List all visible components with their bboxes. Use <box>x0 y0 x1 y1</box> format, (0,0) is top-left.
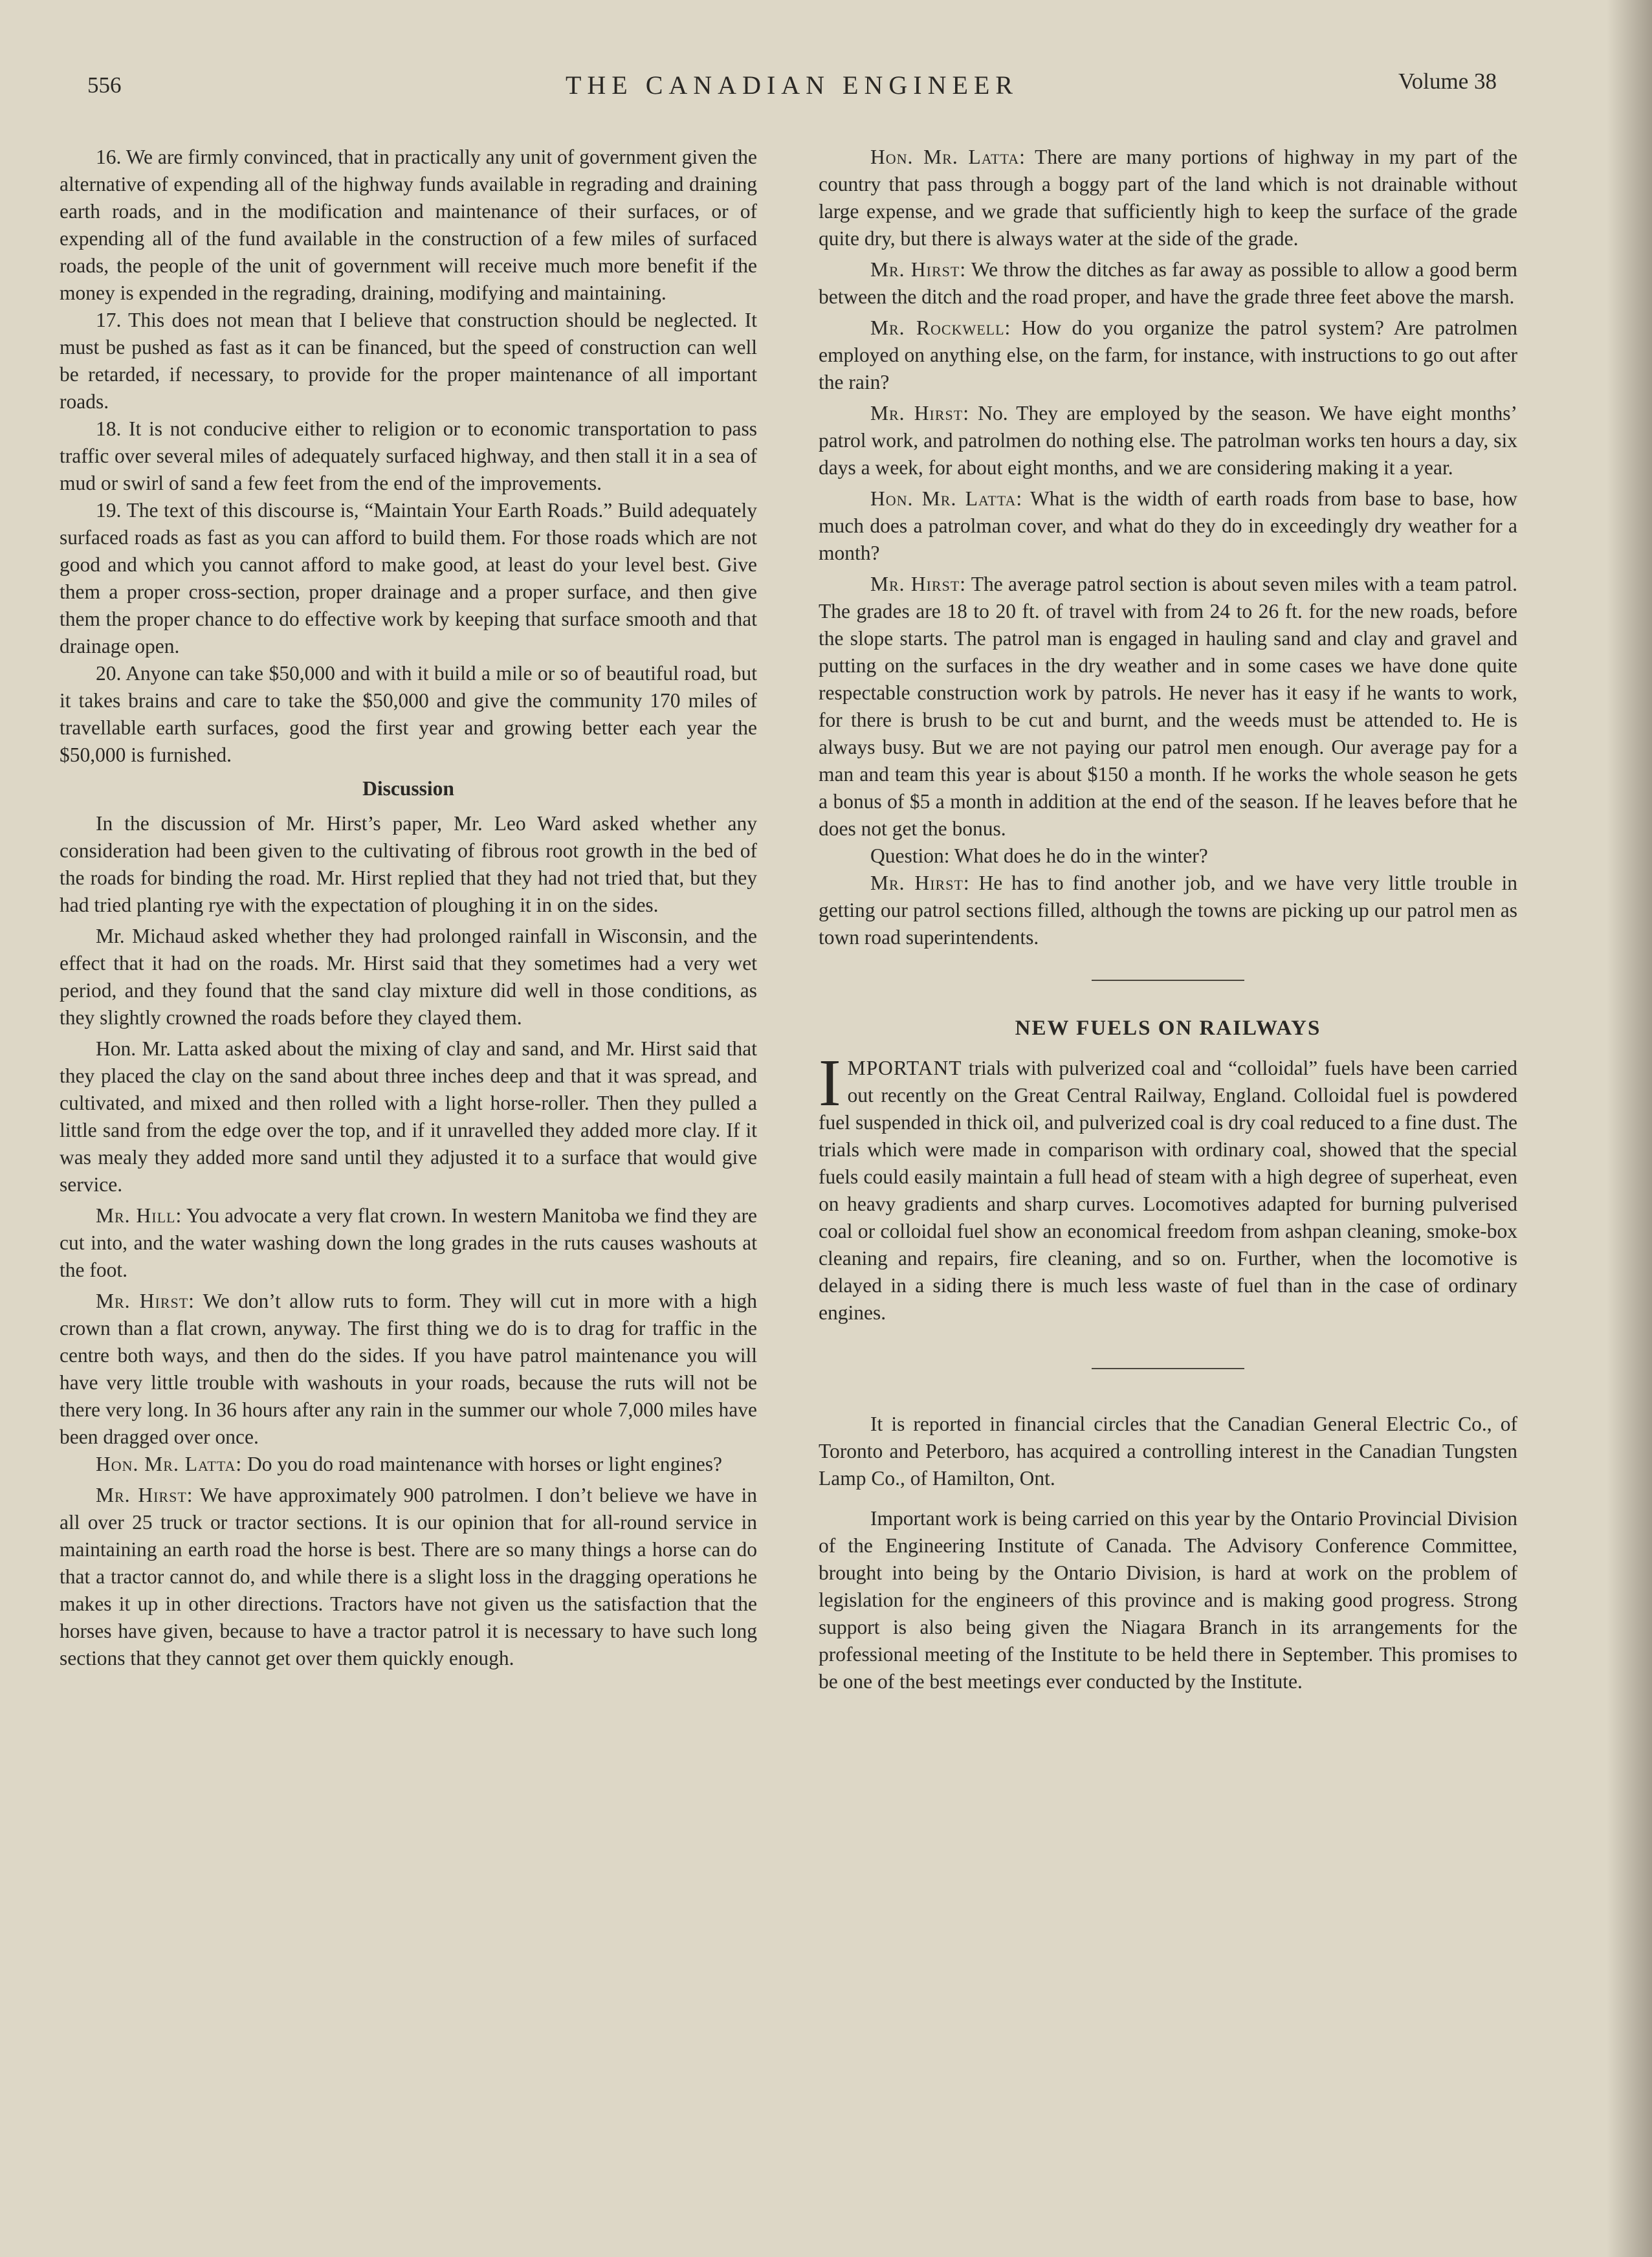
news-item: Important work is being carried on this year by the Ontario Provincial Division of the Engineering Institute of Canada. The Advisory Conference Committee, brought into being by the Ontario Division, is hard at work on the problem of legislation for the engineers of this province and is making good progress. Strong support is also being given the Niagara Branch in its arrangements for the professional meeting of the Institute to be held there in September. This promises to be one of the best meetings ever conducted by the Institute. <box>819 1507 1517 1693</box>
left-column <box>60 144 757 1672</box>
discussion-paragraph: Hon. Mr. Latta asked about the mixing of clay and sand, and Mr. Hirst said that they placed the clay on the sand about three inches deep and that it was spread, and cultivated, and mixed and then rolled with a light horse-roller. Then they pulled a little sand from the edge over the top, and if it unravelled they added more clay. If it was mealy they added more sand until they adjusted it to a surface that would give service. <box>60 1037 757 1196</box>
dialogue-entry <box>819 870 1517 951</box>
dialogue-text: How do you organize the patrol system? Are patrolmen employed on anything else, on the farm, for instance, with instructions to go out after the rain? <box>819 316 1518 393</box>
section-divider <box>1092 1368 1244 1369</box>
dialogue-entry <box>819 144 1517 252</box>
dialogue-entry <box>60 1288 757 1451</box>
volume-label: Volume 38 <box>1398 69 1497 94</box>
right-column <box>819 144 1517 1695</box>
speaker-name: Mr. Hill: <box>96 1204 182 1227</box>
speaker-name: Mr. Rockwell: <box>870 316 1011 339</box>
dialogue-entry <box>819 400 1517 481</box>
paragraph-16: 16. We are firmly convinced, that in practically any unit of government given the alternative of expending all of the highway funds available in regrading and draining earth roads, and in the modification and maintenance of their surfaces, or of expending all of the fund available in the construction of a few miles of surfaced roads, the people of the unit of government will receive much more benefit if the money is expended in the regrading, draining, modifying and maintaining. <box>60 146 757 304</box>
paragraph-17: 17. This does not mean that I believe that construction should be neglected. It must be pushed as fast as it can be financed, but the speed of construction can well be retarded, if necessary, to provide for the proper maintenance of all important roads. <box>60 309 757 413</box>
page-header <box>87 65 1497 104</box>
discussion-paragraph: In the discussion of Mr. Hirst’s paper, Mr. Leo Ward asked whether any consideration had been given to the cultivating of fibrous root growth in the bed of the roads for binding the road. Mr. Hirst replied that they had not tried that, but they had tried planting rye with the expectation of ploughing it in on the sides. <box>60 812 757 916</box>
dialogue-entry <box>60 1451 757 1478</box>
speaker-name: Mr. Hirst: <box>870 872 970 894</box>
speaker-name: Mr. Hirst: <box>870 573 967 595</box>
speaker-name: Hon. Mr. Latta: <box>96 1453 243 1475</box>
page-number: 556 <box>87 72 122 98</box>
speaker-name: Hon. Mr. Latta: <box>870 487 1023 510</box>
news-item: It is reported in financial circles that the Canadian General Electric Co., of Toronto and Peterboro, has acquired a controlling interest in the Canadian Tungsten Lamp Co., of Hamilton, Ont. <box>819 1413 1517 1490</box>
section-divider <box>1092 980 1244 981</box>
paragraph-19: 19. The text of this discourse is, “Maintain Your Earth Roads.” Build adequately surfaced roads as fast as you can afford to build them. For those roads which are not good and which you cannot afford to make good, at least do your level best. Give them a proper cross-section, proper drainage and a proper surface, and then give them the proper chance to do effective work by keeping that surface smooth and that drainage open. <box>60 499 757 657</box>
dialogue-text: We don’t allow ruts to form. They will cut in more with a high crown than a flat crown, anyway. The first thing we do is to drag for traffic in the centre both ways, and then do the sides. If you have patrol maintenance you will have very little trouble with washouts in your roads, because the ruts will not be there very long. In 36 hours after any rain in the summer our whole 7,000 miles have been dragged over once. <box>60 1290 757 1448</box>
dialogue-entry <box>60 1202 757 1284</box>
fuels-heading: NEW FUELS ON RAILWAYS <box>1015 1017 1321 1040</box>
dialogue-text: The average patrol section is about seven miles with a team patrol. The grades are 18 to 20 ft. of travel with from 24 to 26 ft. for the new roads, before the slope starts. The patrol man is engaged in hauling sand and clay and gravel and putting on the surfaces in the dry weather and in some cases we have done quite respectable construction work by patrols. He never has it easy if he wants to work, for there is brush to be cut and burnt, and the weeds must be attended to. He is always busy. But we are not paying our patrol men enough. Our average pay for a man and team this year is about $150 a month. If he works the whole season he gets a bonus of $5 a month in addition at the end of the season. If he leaves before that he does not get the bonus. <box>819 573 1518 840</box>
dialogue-text: We throw the ditches as far away as possible to allow a good berm between the ditch and the road proper, and have the grade three feet above the marsh. <box>819 258 1518 308</box>
paragraph-18: 18. It is not conducive either to religion or to economic transportation to pass traffic over several miles of adequately surfaced highway, and then stall it in a sea of mud or swirl of sand a few feet from the end of the improvements. <box>60 417 757 494</box>
article-text: trials with pulverized coal and “colloidal” fuels have been carried out recently on the Great Central Railway, England. Colloidal fuel is powdered fuel suspended in thick oil, and pulverized coal is dry coal reduced to a fine dust. The trials which were made in comparison with ordinary coal, showed that the special fuels could easily maintain a full head of steam with a high degree of superheat, even on heavy gradients and sharp curves. Locomotives adapted for burning pulverised coal or colloidal fuel show an economical freedom from ashpan cleaning, smoke-box cleaning and repairs, fire cleaning, and so on. Further, when the locomotive is delayed in a siding there is much less waste of fuel than in the case of ordinary engines. <box>819 1057 1518 1324</box>
lead-word: MPORTANT <box>847 1057 962 1079</box>
dialogue-text: He has to find another job, and we have very little trouble in getting our patrol sections filled, although the towns are picking up our patrol men as town road superintendents. <box>819 872 1518 949</box>
speaker-name: Mr. Hirst: <box>870 258 967 281</box>
dialogue-entry <box>819 256 1517 311</box>
speaker-name: Hon. Mr. Latta: <box>870 146 1026 168</box>
speaker-name: Mr. Hirst: <box>96 1290 195 1312</box>
dialogue-entry <box>819 485 1517 567</box>
dialogue-text: Do you do road maintenance with horses or light engines? <box>247 1453 722 1475</box>
discussion-heading: Discussion <box>362 777 454 800</box>
dialogue-text: We have approximately 900 patrolmen. I don’t believe we have in all over 25 truck or tractor sections. It is our opinion that for all-round service in maintaining an earth road the horse is best. There are so many things a horse can do that a tractor cannot do, and while there is a slight loss in the dragging operations he makes it up in other directions. Tractors have not given us the satisfaction that the horses have given, because to have a tractor patrol it is necessary to have such long sections that they cannot get over them quickly enough. <box>60 1484 757 1669</box>
dialogue-entry <box>819 571 1517 842</box>
dialogue-entry <box>819 314 1517 396</box>
speaker-name: Mr. Hirst: <box>96 1484 193 1506</box>
page-edge-shadow <box>1607 0 1652 2257</box>
dialogue-text: You advocate a very flat crown. In western Manitoba we find they are cut into, and the water washing down the long grades in the ruts causes washouts at the foot. <box>60 1204 757 1281</box>
speaker-name: Mr. Hirst: <box>870 402 969 424</box>
discussion-paragraph: Mr. Michaud asked whether they had prolonged rainfall in Wisconsin, and the effect that it had on the roads. Mr. Hirst said that they sometimes had a very wet period, and they found that the sand clay mixture did well in those conditions, as they slightly crowned the roads before they clayed them. <box>60 925 757 1029</box>
dialogue-text: There are many portions of highway in my part of the country that pass through a boggy part of the land which is not drainable without large expense, and we grade that sufficiently high to keep the surface of the grade quite dry, but there is always water at the side of the grade. <box>819 146 1517 250</box>
paragraph-20: 20. Anyone can take $50,000 and with it build a mile or so of beautiful road, but it takes brains and care to take the $50,000 and give the community 170 miles of travellable earth surfaces, good the first year and growing better each year the $50,000 is furnished. <box>60 662 757 766</box>
question-entry: Question: What does he do in the winter? <box>870 844 1208 867</box>
dialogue-entry <box>60 1482 757 1672</box>
dialogue-text: What is the width of earth roads from base to base, how much does a patrolman cover, and what do they do in exceedingly dry weather for a month? <box>819 487 1517 564</box>
fuels-article <box>819 1046 1518 1327</box>
drop-cap: I <box>819 1046 841 1120</box>
dialogue-text: No. They are employed by the season. We have eight months’ patrol work, and patrolmen do nothing else. The patrolman works ten hours a day, six days a week, for about eight months, and we are considering making it a year. <box>819 402 1518 479</box>
journal-title: THE CANADIAN ENGINEER <box>565 71 1019 100</box>
